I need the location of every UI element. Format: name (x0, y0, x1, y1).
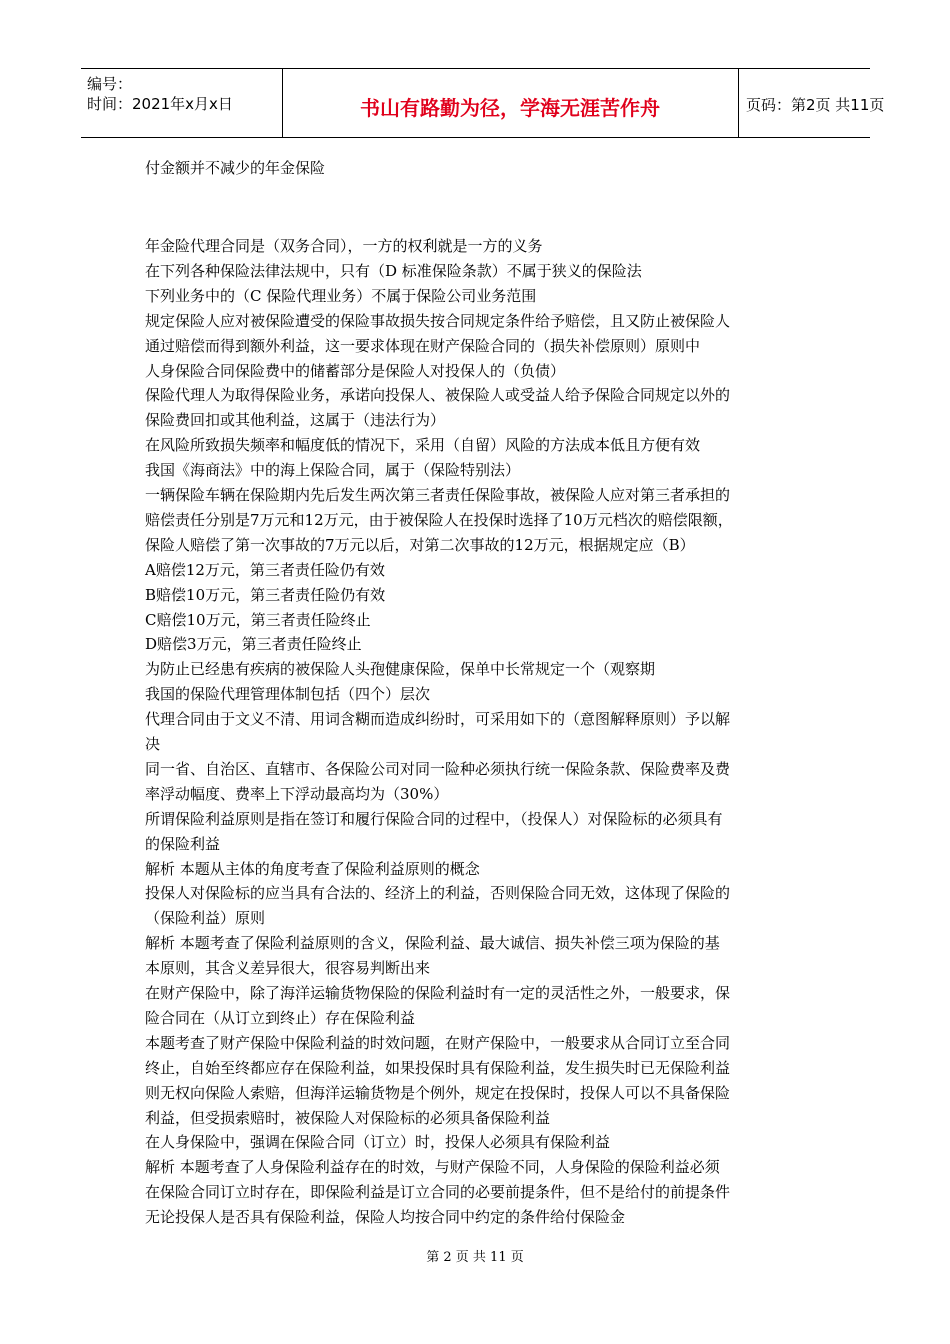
doc-date-label: 时间：2021年x月x日 (87, 95, 233, 113)
text-line: 在财产保险中，除了海洋运输货物保险的保险利益时有一定的灵活性之外，一般要求，保 (145, 984, 731, 1002)
text-line: 所谓保险利益原则是指在签订和履行保险合同的过程中，（投保人）对保险标的必须具有 (145, 809, 723, 828)
text-line: 通过赔偿而得到额外利益，这一要求体现在财产保险合同的（损失补偿原则）原则中 (145, 336, 701, 355)
text-line: 在保险合同订立时存在，即保险利益是订立合同的必要前提条件，但不是给付的前提条件 (145, 1183, 731, 1202)
text-line: 解析 本题从主体的角度考查了保险利益原则的概念 (145, 859, 480, 878)
text-line: 的保险利益 (145, 834, 221, 853)
header-page-cell (738, 69, 885, 137)
text-line: 一辆保险车辆在保险期内先后发生两次第三者责任保险事故，被保险人应对第三者承担的 (145, 486, 731, 504)
page-footer: 第 2 页 共 11 页 (426, 1250, 524, 1265)
text-line: 下列业务中的（C 保险代理业务）不属于保险公司业务范围 (145, 286, 537, 305)
text-line: 则无权向保险人索赔，但海洋运输货物是个例外，规定在投保时，投保人可以不具备保险 (145, 1083, 731, 1102)
text-line: 代理合同由于文义不清、用词含糊而造成纠纷时，可采用如下的（意图解释原则）予以解 (145, 710, 731, 729)
text-line: 规定保险人应对被保险遭受的保险事故损失按合同规定条件给予赔偿，且又防止被保险人 (145, 311, 731, 330)
text-line: 投保人对保险标的应当具有合法的、经济上的利益，否则保险合同无效，这体现了保险的 (145, 884, 731, 903)
text-line: 解析 本题考查了人身保险利益存在的时效，与财产保险不同，人身保险的保险利益必须 (145, 1158, 720, 1177)
header-motto-cell (282, 69, 739, 137)
text-line: 险合同在（从订立到终止）存在保险利益 (145, 1008, 416, 1027)
text-line: 在风险所致损失频率和幅度低的情况下，采用（自留）风险的方法成本低且方便有效 (145, 436, 701, 455)
page-header (81, 68, 885, 138)
text-line: 保险费回扣或其他利益，这属于（违法行为） (145, 411, 446, 430)
header-page-number: 页码：第2页 共11页 (746, 96, 885, 114)
text-line: C赔偿10万元，第三者责任险终止 (145, 610, 371, 629)
doc-code-label: 编号： (87, 75, 133, 93)
text-line: 终止，自始至终都应存在保险利益，如果投保时具有保险利益，发生损失时已无保险利益 (145, 1058, 731, 1077)
text-line: 本题考查了财产保险中保险利益的时效问题，在财产保险中，一般要求从合同订立至合同 (145, 1033, 731, 1052)
text-line: 为防止已经患有疾病的被保险人头孢健康保险，保单中长常规定一个（观察期 (145, 660, 656, 679)
text-line: 在人身保险中，强调在保险合同（订立）时，投保人必须具有保险利益 (145, 1133, 611, 1152)
text-line: 在下列各种保险法律法规中，只有（D 标准保险条款）不属于狭义的保险法 (145, 261, 642, 280)
text-line: 我国《海商法》中的海上保险合同，属于（保险特别法） (145, 461, 521, 480)
text-line: 同一省、自治区、直辖市、各保险公司对同一险种必须执行统一保险条款、保险费率及费 (145, 759, 731, 778)
header-info-cell (81, 69, 283, 137)
text-line: 保险代理人为取得保险业务，承诺向投保人、被保险人或受益人给予保险合同规定以外的 (145, 386, 731, 405)
header-motto: 书山有路勤为径，学海无涯苦作舟 (360, 96, 660, 120)
text-line: A赔偿12万元，第三者责任险仍有效 (145, 560, 385, 579)
text-line: 年金险代理合同是（双务合同），一方的权利就是一方的义务 (145, 237, 543, 255)
text-line: D赔偿3万元，第三者责任险终止 (145, 635, 362, 654)
text-line: （保险利益）原则 (145, 909, 266, 928)
text-line: 利益，但受损索赔时，被保险人对保险标的必须具备保险利益 (145, 1108, 551, 1127)
text-line: 无论投保人是否具有保险利益，保险人均按合同中约定的条件给付保险金 (145, 1208, 626, 1227)
text-line: 本原则，其含义差异很大，很容易判断出来 (145, 959, 431, 978)
text-line: 解析 本题考查了保险利益原则的含义，保险利益、最大诚信、损失补偿三项为保险的基 (145, 934, 720, 953)
text-line: 率浮动幅度、费率上下浮动最高均为（30%） (145, 784, 449, 803)
text-line: 付金额并不减少的年金保险 (145, 159, 326, 177)
text-line: 我国的保险代理管理体制包括（四个）层次 (145, 685, 431, 704)
text-line: B赔偿10万元，第三者责任险仍有效 (145, 585, 386, 604)
text-line: 保险人赔偿了第一次事故的7万元以后，对第二次事故的12万元，根据规定应（B） (145, 535, 695, 554)
text-line: 赔偿责任分别是7万元和12万元，由于被保险人在投保时选择了10万元档次的赔偿限额， (145, 510, 733, 529)
text-line: 决 (145, 735, 161, 753)
text-line: 人身保险合同保险费中的储蓄部分是保险人对投保人的（负债） (145, 361, 566, 380)
